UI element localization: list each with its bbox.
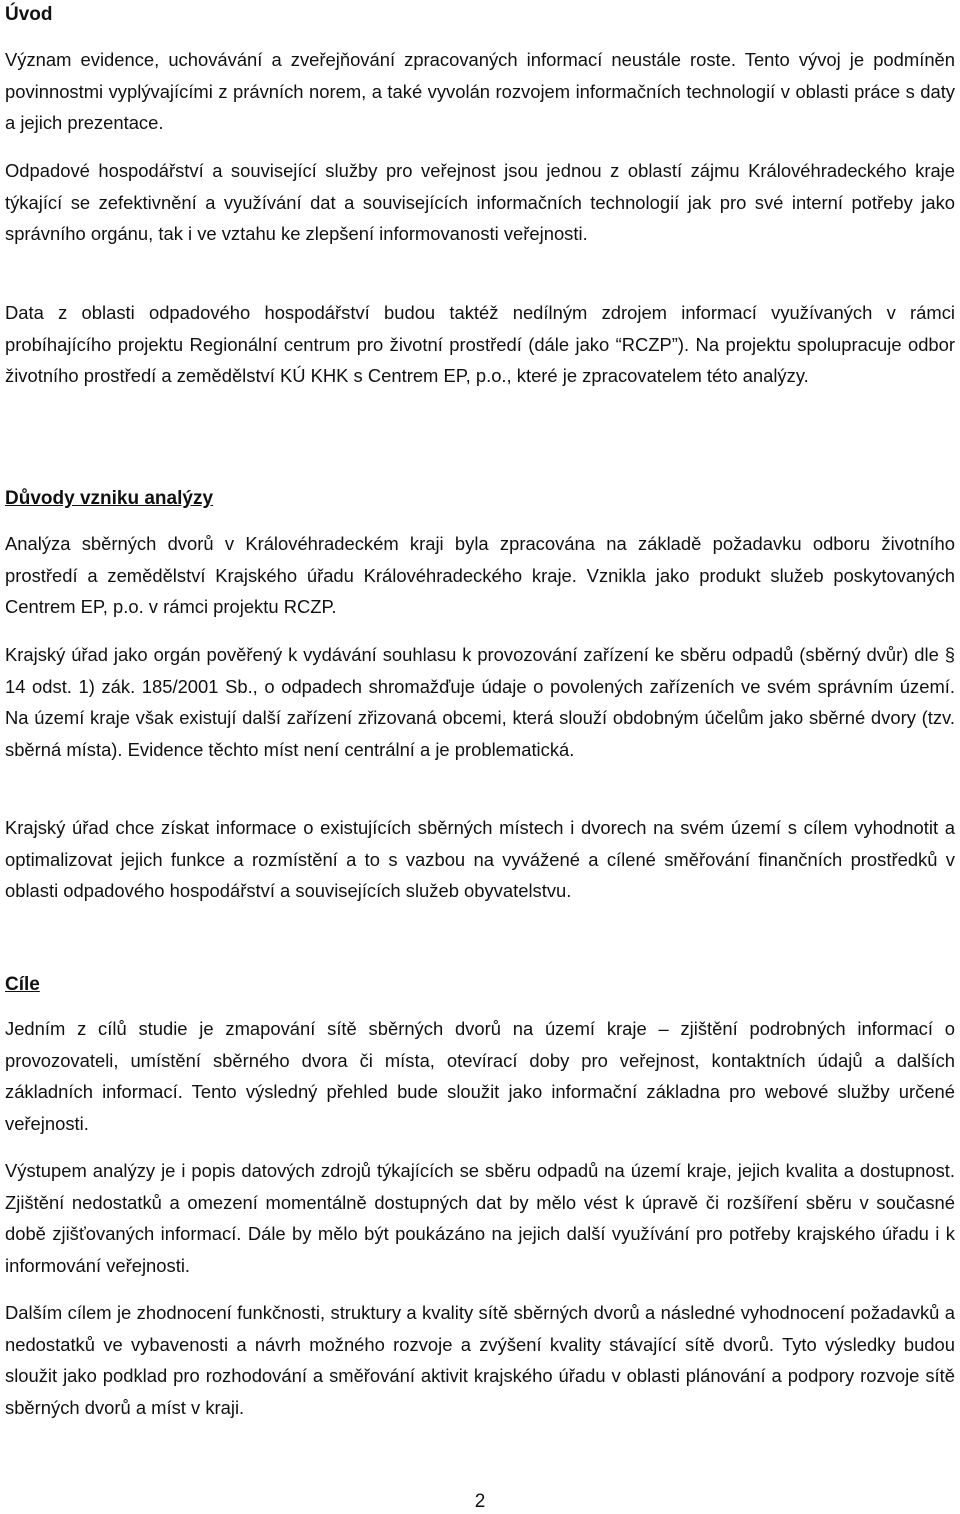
paragraph: Analýza sběrných dvorů v Královéhradeckém kraji byla zpracována na základě požadavku odboru životního prostředí a zemědělství Krajského úřadu Královéhradeckého kraje. Vznikla jako produkt služeb poskytovaných Centrem EP, p.o. v rámci projektu RCZP. [5,533,955,617]
section-heading-duvody: Důvody vzniku analýzy [5,488,214,509]
section-heading-uvod: Úvod [5,4,53,25]
paragraph: Odpadové hospodářství a související služby pro veřejnost jsou jednou z oblastí zájmu Královéhradeckého kraje týkající se zefektivnění a využívání dat a souvisejících informačních technologií jak pro své interní potřeby jako správního orgánu, tak i ve vztahu ke zlepšení informovanosti veřejnosti. [5,160,955,244]
paragraph: Krajský úřad chce získat informace o existujících sběrných místech i dvorech na svém území s cílem vyhodnotit a optimalizovat jejich funkce a rozmístění a to s vazbou na vyvážené a cílené směřování finančních prostředků v oblasti odpadového hospodářství a souvisejících služeb obyvatelstvu. [5,817,955,901]
section-heading-cile: Cíle [5,974,40,995]
paragraph: Data z oblasti odpadového hospodářství budou taktéž nedílným zdrojem informací využívaných v rámci probíhajícího projektu Regionální centrum pro životní prostředí (dále jako “RCZP”). Na projektu spolupracuje odbor životního prostředí a zemědělství KÚ KHK s Centrem EP, p.o., které je zpracovatelem této analýzy. [5,302,955,386]
paragraph: Krajský úřad jako orgán pověřený k vydávání souhlasu k provozování zařízení ke sběru odpadů (sběrný dvůr) dle § 14 odst. 1) zák. 185/2001 Sb., o odpadech shromažďuje údaje o povolených zařízeních ve svém správním území. Na území kraje však existují další zařízení zřizovaná obcemi, která slouží obdobným účelům jako sběrné dvory (tzv. sběrná místa). Evidence těchto míst není centrální a je problematická. [5,644,955,760]
paragraph: Výstupem analýzy je i popis datových zdrojů týkajících se sběru odpadů na území kraje, jejich kvalita a dostupnost. Zjištění nedostatků a omezení momentálně dostupných dat by mělo vést k úpravě či rozšíření sběru v současné době zjišťovaných informací. Dále by mělo být poukázáno na jejich další využívání pro potřeby krajského úřadu i k informování veřejnosti. [5,1160,955,1276]
page-number: 2 [474,1491,486,1512]
paragraph: Význam evidence, uchovávání a zveřejňování zpracovaných informací neustále roste. Tento vývoj je podmíněn povinnostmi vyplývajícími z právních norem, a také vyvolán rozvojem informačních technologií v oblasti práce s daty a jejich prezentace. [5,49,955,133]
paragraph: Dalším cílem je zhodnocení funkčnosti, struktury a kvality sítě sběrných dvorů a následné vyhodnocení požadavků a nedostatků ve vybavenosti a návrh možného rozvoje a zvýšení kvality stávající sítě dvorů. Tyto výsledky budou sloužit jako podklad pro rozhodování a směřování aktivit krajského úřadu v oblasti plánování a podpory rozvoje sítě sběrných dvorů a míst v kraji. [5,1302,955,1418]
paragraph: Jedním z cílů studie je zmapování sítě sběrných dvorů na území kraje – zjištění podrobných informací o provozovateli, umístění sběrného dvora či místa, otevírací doby pro veřejnost, kontaktních údajů a dalších základních informací. Tento výsledný přehled bude sloužit jako informační základna pro webové služby určené veřejnosti. [5,1018,955,1134]
